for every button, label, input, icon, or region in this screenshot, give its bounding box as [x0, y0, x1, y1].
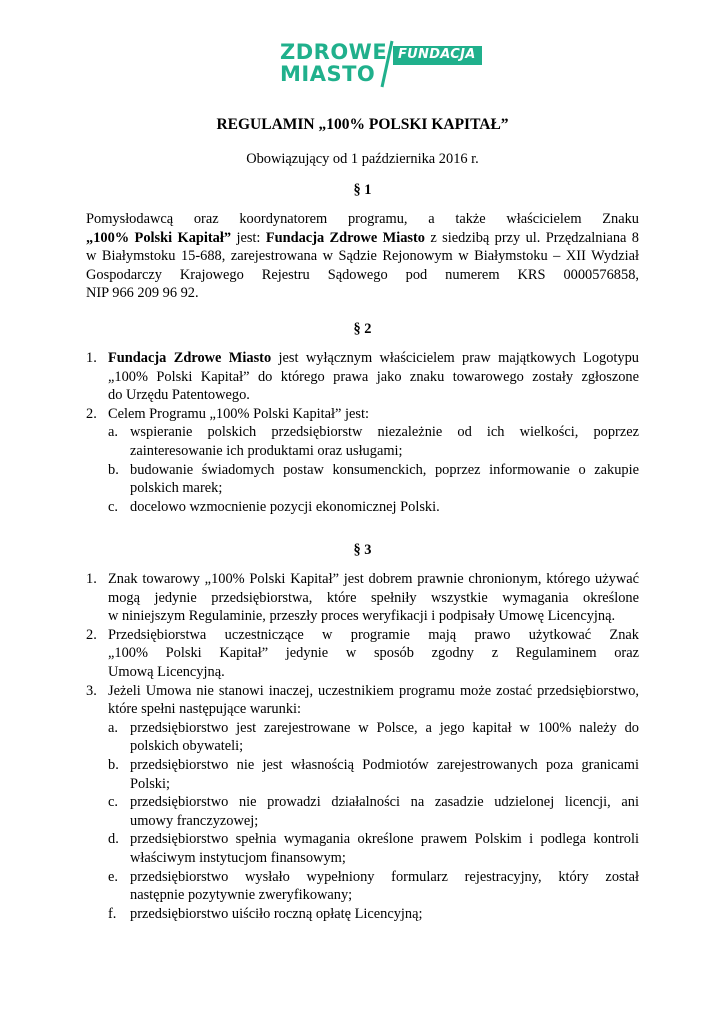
- text-fragment: jest:: [231, 229, 266, 246]
- sub-list-item: [86, 793, 639, 830]
- text-line: mogą jedynie przedsiębiorstwa, które spełniły wszystkie wymagania określone: [108, 589, 639, 606]
- text-line: w Białymstoku 15-688, zarejestrowana w Sądzie Rejonowym w Białymstoku – XII Wydział: [86, 248, 639, 265]
- text-line: Jeżeli Umowa nie stanowi inaczej, uczestnikiem programu może zostać przedsiębiorstwo,: [108, 682, 639, 699]
- sub-list-item: [86, 719, 639, 756]
- fundacja-zdrowe-miasto-logo: [280, 40, 490, 88]
- sub-list-item: [86, 905, 639, 924]
- text-line: [86, 229, 639, 248]
- list-item: [86, 570, 639, 626]
- text-line: następnie pozytywnie zweryfikowany;: [130, 887, 353, 904]
- logo-word-zdrowe: ZDROWE: [280, 40, 388, 64]
- sub-list-item: [86, 868, 639, 905]
- section-3-list: [86, 570, 639, 923]
- list-letter: c.: [108, 498, 118, 515]
- list-item: [86, 349, 639, 405]
- sub-list-item: [86, 830, 639, 867]
- foundation-name: Fundacja Zdrowe Miasto: [108, 350, 272, 366]
- list-letter: f.: [108, 905, 117, 922]
- logo-badge-fundacja: FUNDACJA: [393, 46, 482, 65]
- text-fragment: jest wyłącznym właścicielem praw majątkowych Logotypu: [271, 350, 639, 366]
- list-letter: a.: [108, 424, 118, 441]
- list-number: 2.: [86, 626, 97, 643]
- section-1-heading: § 1: [353, 182, 372, 198]
- foundation-name: Fundacja Zdrowe Miasto: [265, 229, 425, 246]
- text-line: w niniejszym Regulaminie, przeszły proces weryfikacji i podpisały Umowę Licencyjną.: [108, 608, 616, 625]
- text-line: przedsiębiorstwo uiściło roczną opłatę Licencyjną;: [130, 905, 423, 922]
- text-line: Gospodarczy Krajowego Rejestru Sądowego pod numerem KRS 0000576858,: [86, 266, 639, 283]
- list-letter: b.: [108, 461, 119, 478]
- sub-list-item: [86, 423, 639, 460]
- sub-list-item: [86, 498, 639, 517]
- text-line: NIP 966 209 96 92.: [86, 285, 199, 302]
- list-number: 1.: [86, 571, 97, 587]
- text-line: umowy franczyzowej;: [130, 812, 259, 829]
- text-line: przedsiębiorstwo jest zarejestrowane w Polsce, a jego kapitał w 100% należy do: [130, 719, 639, 736]
- text-line: do Urzędu Patentowego.: [108, 387, 250, 404]
- list-item: [86, 626, 639, 682]
- text-line: Umową Licencyjną.: [108, 663, 225, 680]
- logo-word-miasto: MIASTO: [280, 62, 376, 86]
- list-number: 1.: [86, 350, 97, 366]
- text-line: przedsiębiorstwo nie jest własnością Podmiotów zarejestrowanych poza granicami: [130, 756, 639, 773]
- text-line: [108, 349, 639, 368]
- section-3-heading: § 3: [353, 542, 372, 558]
- text-line: „100% Polski Kapitał” jedynie w sposób zgodny z Regulaminem oraz: [108, 645, 639, 662]
- sub-list-item: [86, 756, 639, 793]
- text-line: polskich marek;: [130, 480, 223, 497]
- text-line: przedsiębiorstwo spełnia wymagania określone prawem Polskim i podlega kontroli: [130, 831, 639, 848]
- text-line: Pomysłodawcą oraz koordynatorem programu, a także właścicielem Znaku: [86, 211, 639, 227]
- list-letter: d.: [108, 831, 119, 848]
- list-item: [86, 405, 639, 424]
- text-line: docelowo wzmocnienie pozycji ekonomicznej Polski.: [130, 498, 440, 515]
- document-subtitle: Obowiązujący od 1 października 2016 r.: [246, 151, 479, 167]
- list-item: [86, 682, 639, 719]
- text-line: Celem Programu „100% Polski Kapitał” jest:: [108, 405, 369, 422]
- text-line: budowanie świadomych postaw konsumenckich, poprzez informowanie o zakupie: [130, 461, 639, 478]
- text-line: właściwym instytucjom finansowym;: [130, 849, 346, 866]
- text-line: polskich obywateli;: [130, 738, 244, 755]
- text-line: które spełni następujące warunki:: [108, 701, 302, 718]
- list-letter: b.: [108, 756, 119, 773]
- section-2-heading: § 2: [353, 321, 372, 337]
- document-title: REGULAMIN „100% POLSKI KAPITAŁ”: [216, 116, 509, 133]
- list-letter: a.: [108, 719, 118, 736]
- list-number: 2.: [86, 405, 97, 422]
- text-line: przedsiębiorstwo wysłało wypełniony formularz rejestracyjny, który został: [130, 868, 639, 885]
- text-line: „100% Polski Kapitał” do którego prawa jako znaku towarowego zostały zgłoszone: [108, 368, 639, 385]
- text-line: wspieranie polskich przedsiębiorstw niezależnie od ich wielkości, poprzez: [130, 424, 639, 441]
- sub-list-item: [86, 461, 639, 498]
- text-line: przedsiębiorstwo nie prowadzi działalności na zasadzie udzielonej licencji, ani: [130, 794, 639, 811]
- text-line: Znak towarowy „100% Polski Kapitał” jest dobrem prawnie chronionym, którego używać: [108, 571, 639, 587]
- list-number: 3.: [86, 682, 97, 699]
- list-letter: e.: [108, 868, 118, 885]
- section-1-paragraph: [86, 210, 639, 303]
- brand-name: „100% Polski Kapitał”: [86, 229, 232, 246]
- text-line: Przedsiębiorstwa uczestniczące w programie mają prawo użytkować Znak: [108, 626, 639, 643]
- list-letter: c.: [108, 794, 118, 811]
- text-fragment: z siedzibą przy ul. Przędzalniana 8: [425, 229, 640, 246]
- text-line: Polski;: [130, 775, 170, 792]
- section-2-list: [86, 349, 639, 516]
- text-line: zainteresowanie ich produktami oraz usługami;: [130, 442, 403, 459]
- logo-slash-icon: [380, 40, 394, 88]
